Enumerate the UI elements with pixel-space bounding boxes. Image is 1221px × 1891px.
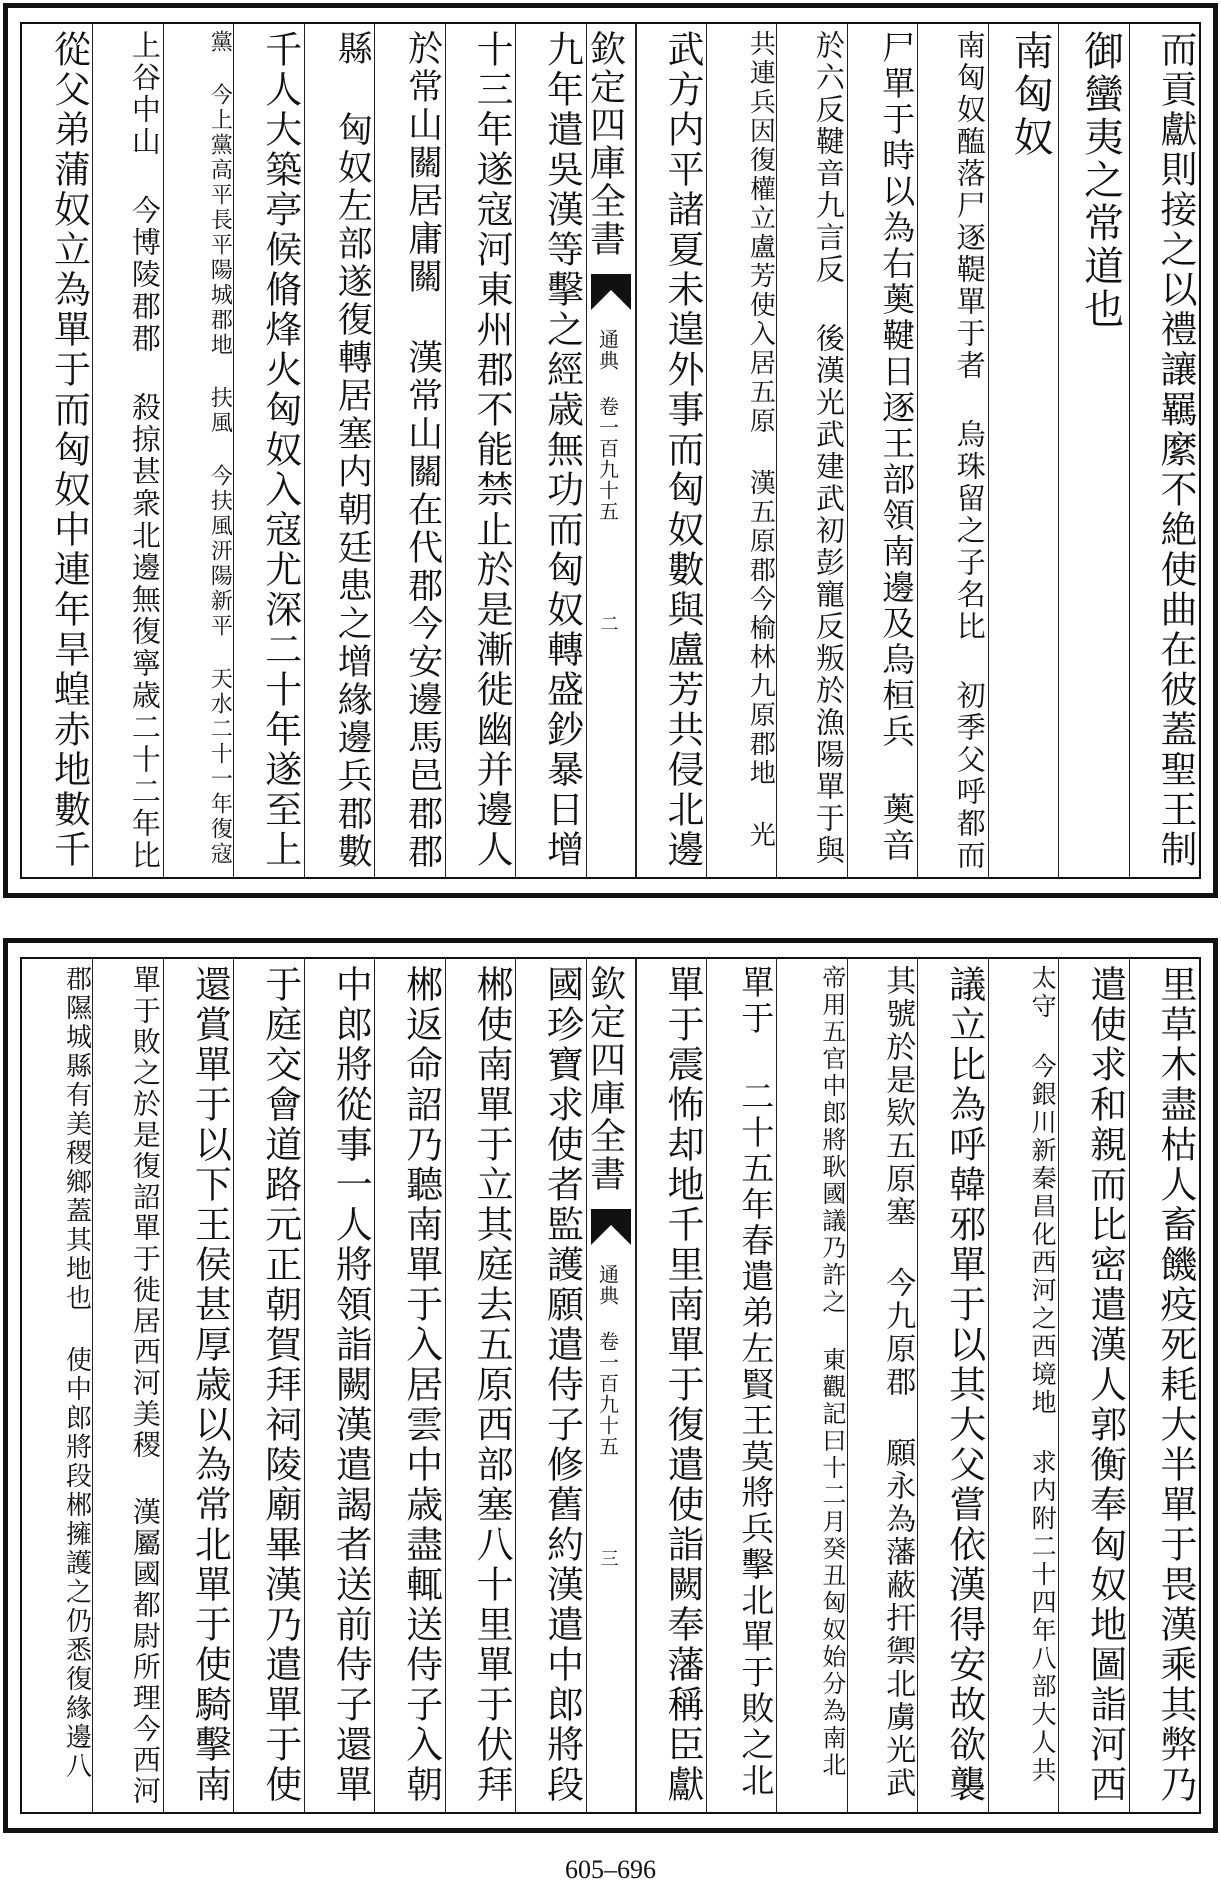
text-frame: [20, 957, 1201, 1814]
text-column: [1129, 24, 1199, 877]
column-text: 太守 今銀川新秦昌化西河之西境地 求内附二十四年八部大人共: [1028, 965, 1058, 1785]
text-column: [22, 959, 92, 1812]
text-column: [163, 24, 233, 877]
text-column: [988, 959, 1058, 1812]
column-text: 千人大築亭候脩烽火匈奴入寇尤深二十年遂至上: [258, 30, 302, 870]
column-text: 于庭交會道路元正朝賀拜祠陵廟畢漢乃遣單于使: [258, 965, 302, 1805]
column-text: 郴返命詔乃聽南單于入居雲中歳盡輒送侍子入朝: [399, 965, 443, 1805]
column-text: 南匈奴醢落尸逐鞮單于者 烏珠留之子名比 初季父呼都而: [952, 30, 987, 872]
text-column: [515, 24, 585, 877]
column-text: 而貢獻則接之以禮讓羈縻不絶使曲在彼蓋聖王制: [1154, 30, 1197, 870]
column-text: 議立比為呼韓邪單于以其大父嘗依漢得安故欲襲: [942, 965, 986, 1805]
column-text: 其號於是欵五原塞 今九原郡 願永為藩蔽扞禦北虜光武: [880, 965, 916, 1800]
column-text: 遣使求和親而比密遣漢人郭衡奉匈奴地圖詣河西: [1083, 965, 1127, 1805]
column-text: 尸單于時以為右薁鞬日逐王部領南邊及烏桓兵 薁音: [877, 30, 917, 864]
page-bottom: [3, 938, 1218, 1833]
book-title: 欽定四庫全書: [584, 965, 626, 1193]
text-column: [304, 24, 374, 877]
text-column: [1129, 959, 1199, 1812]
text-column: [1058, 24, 1128, 877]
text-frame: [20, 22, 1201, 879]
text-column: [92, 959, 162, 1812]
text-column: [847, 959, 917, 1812]
column-text: 御蠻夷之常道也: [1077, 30, 1124, 331]
source-label: 通典 卷一百九十五: [595, 1264, 620, 1457]
column-text: 南匈奴: [1007, 30, 1054, 159]
text-column: [92, 24, 162, 877]
column-text: 縣 匈奴左部遂復轉居塞内朝廷患之增緣邊兵郡數: [332, 30, 373, 871]
text-column: [847, 24, 917, 877]
text-column: [917, 959, 987, 1812]
fish-tail-mark-icon: [589, 272, 633, 312]
text-column: [776, 24, 846, 877]
column-text: 黨 今上黨高平長平陽城郡地 扶風 今扶風汧陽新平 天水二十一年復寇: [207, 30, 233, 867]
text-column: [445, 959, 515, 1812]
column-text: 單于 二十五年春遣弟左賢王莫將兵擊北單于敗之北: [736, 965, 776, 1799]
page-number-footer: 605–696: [565, 1855, 656, 1884]
column-text: 共連兵因復權立盧芳使入居五原 漢五原郡今榆林九原郡地 光: [745, 30, 776, 850]
text-column: [515, 959, 585, 1812]
center-margin-column: [586, 959, 636, 1812]
source-label: 通典 卷一百九十五: [595, 329, 620, 522]
column-text: 國珍寶求使者監護願遣侍子修舊約漢遣中郎將段: [540, 965, 584, 1805]
column-text: 郴使南單于立其庭去五原西部塞八十里單于伏拜: [470, 965, 514, 1805]
folio-number: 三: [597, 1549, 619, 1567]
column-text: 從父弟蒲奴立為單于而匈奴中連年旱蝗赤地數千: [47, 30, 91, 870]
fish-tail-mark-icon: [589, 1207, 633, 1247]
page-top: [3, 3, 1218, 898]
text-column: [1058, 959, 1128, 1812]
column-text: 單于敗之於是復詔單于徙居西河美稷 漢屬國都尉所理今西河: [128, 965, 162, 1807]
text-column: [706, 24, 776, 877]
text-column: [636, 24, 706, 877]
column-text: 於六反鞬音九言反 後漢光武建武初彭寵反叛於漁陽單于與: [811, 30, 846, 867]
column-text: 十三年遂寇河東州郡不能禁止於是漸徙幽并邊人: [470, 30, 514, 870]
text-column: [22, 24, 92, 877]
text-column: [233, 24, 303, 877]
column-text: 於常山關居庸關 漢常山關在代郡今安邊馬邑郡郡: [402, 30, 443, 871]
center-margin-column: [586, 24, 636, 877]
column-text: 中郎將從事一人將領詣闕漢遣謁者送前侍子還單: [329, 965, 373, 1805]
column-text: 武方内平諸夏未遑外事而匈奴數與盧芳共侵北邊: [660, 30, 704, 870]
column-text: 還賞單于以下王侯甚厚歳以為常北單于使騎擊南: [188, 965, 232, 1805]
column-text: 九年遣吳漢等擊之經歳無功而匈奴轉盛鈔暴日增: [540, 30, 584, 870]
text-column: [776, 959, 846, 1812]
text-column: [445, 24, 515, 877]
column-text: 帝用五官中郎將耿國議乃許之 東觀記曰十二月癸丑匈奴始分為南北: [817, 965, 846, 1779]
book-title: 欽定四庫全書: [584, 30, 626, 258]
text-column: [233, 959, 303, 1812]
text-column: [988, 24, 1058, 877]
text-column: [374, 24, 444, 877]
column-text: 上谷中山 今博陵郡郡 殺掠甚衆北邊無復寧歳二十二年比: [127, 30, 162, 872]
column-text: 單于震怖却地千里南單于復遣使詣闕奉藩稱臣獻: [660, 965, 704, 1805]
column-text: 里草木盡枯人畜饑疫死耗大半單于畏漢乘其弊乃: [1154, 965, 1197, 1805]
text-column: [163, 959, 233, 1812]
text-column: [706, 959, 776, 1812]
text-column: [917, 24, 987, 877]
folio-number: 二: [597, 614, 619, 632]
text-column: [304, 959, 374, 1812]
text-column: [374, 959, 444, 1812]
column-text: 郡隰城縣有美稷鄉蓋其地也 使中郎將段郴擁護之仍悉復緣邊八: [61, 965, 92, 1781]
text-column: [636, 959, 706, 1812]
